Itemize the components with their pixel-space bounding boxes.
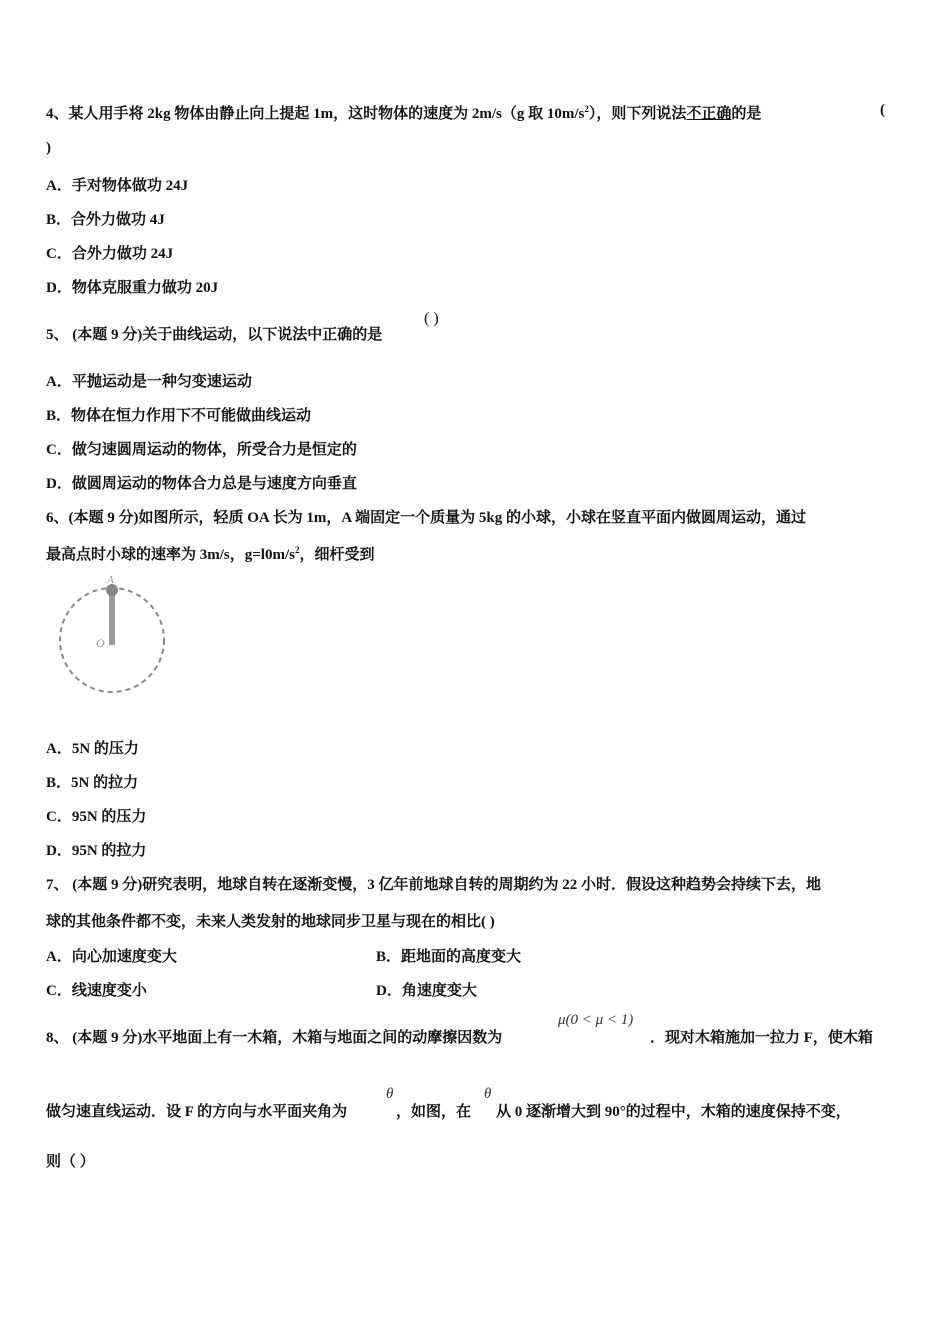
q7-stem-line1: 7、 (本题 9 分)研究表明，地球自转在逐渐变慢，3 亿年前地球自转的周期约为 22 小时．假设这种趋势会持续下去，地 <box>46 877 821 893</box>
q8-stem-line2c: 从 0 逐渐增大到 90°的过程中，木箱的速度保持不变， <box>496 1104 851 1120</box>
q5-option-a: A．平抛运动是一种匀变速运动 <box>46 374 252 390</box>
q8-stem-line1b: ．现对木箱施加一拉力 F，使木箱 <box>650 1030 873 1046</box>
q7-option-a: A．向心加速度变大 <box>46 949 177 965</box>
q5-option-c: C．做匀速圆周运动的物体，所受合力是恒定的 <box>46 442 357 458</box>
q8-theta-2: θ <box>484 1086 492 1102</box>
rod <box>109 590 115 645</box>
q8-stem-line2b: ，如图，在 <box>396 1104 472 1120</box>
q4-paren-open: ( <box>880 102 885 118</box>
q6-option-c: C．95N 的压力 <box>46 809 147 825</box>
q8-mu-expression: μ(0 < μ < 1) <box>558 1012 634 1028</box>
q4-stem: 4、某人用手将 2kg 物体由静止向上提起 1m，这时物体的速度为 2m/s（g 取 $10m/s^2$），则下列说法不正确的是 <box>46 104 762 122</box>
circular-motion-figure <box>55 570 175 700</box>
q7-option-b: B．距地面的高度变大 <box>376 949 522 965</box>
q4-option-c: C．合外力做功 24J <box>46 246 174 262</box>
q4-option-a: A．手对物体做功 24J <box>46 178 189 194</box>
q6-stem-line1: 6、(本题 9 分)如图所示，轻质 OA 长为 1m，A 端固定一个质量为 5kg 的小球，小球在竖直平面内做圆周运动，通过 <box>46 510 807 526</box>
q6-option-a: A．5N 的压力 <box>46 741 139 757</box>
q7-option-d: D．角速度变大 <box>376 983 477 999</box>
q5-stem: 5、 (本题 9 分)关于曲线运动，以下说法中正确的是 <box>46 327 383 343</box>
label-a: A <box>107 574 114 586</box>
q7-stem-line2: 球的其他条件都不变，未来人类发射的地球同步卫星与现在的相比( ) <box>46 914 495 930</box>
q6-option-d: D．95N 的拉力 <box>46 843 147 859</box>
q8-stem-line3: 则（ ） <box>46 1154 95 1170</box>
q4-option-d: D．物体克服重力做功 20J <box>46 280 219 296</box>
q8-theta-1: θ <box>386 1086 394 1102</box>
q7-option-c: C．线速度变小 <box>46 983 147 999</box>
q5-option-b: B．物体在恒力作用下不可能做曲线运动 <box>46 408 312 424</box>
q8-stem-line1a: 8、 (本题 9 分)水平地面上有一木箱，木箱与地面之间的动摩擦因数为 <box>46 1030 503 1046</box>
q8-stem-line2a: 做匀速直线运动．设 F 的方向与水平面夹角为 <box>46 1104 348 1120</box>
q6-option-b: B．5N 的拉力 <box>46 775 139 791</box>
q5-paren: ( ) <box>424 310 439 327</box>
q4-option-b: B．合外力做功 4J <box>46 212 165 228</box>
q5-option-d: D．做圆周运动的物体合力总是与速度方向垂直 <box>46 476 357 492</box>
label-o: O <box>96 636 105 650</box>
q6-stem-line2: 最高点时小球的速率为 3m/s，$g=l0m/s^2$，细杆受到 <box>46 545 375 563</box>
q4-paren-close: ) <box>46 140 51 156</box>
